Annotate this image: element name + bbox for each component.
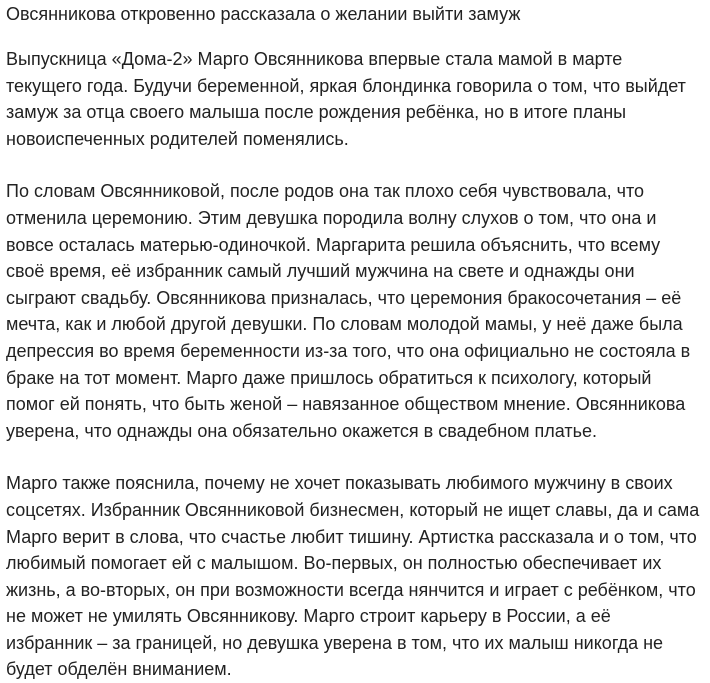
paragraph-line: будет обделён вниманием.: [6, 659, 232, 680]
paragraph-line: По словам Овсянниковой, после родов она так плохо себя чувствовала, что: [6, 181, 645, 202]
paragraph-line: соцсетях. Избранник Овсянниковой бизнесмен, который не ищет славы, да и сама: [6, 499, 700, 520]
paragraph-line: Выпускница «Дома-2» Марго Овсянникова впервые стала мамой в марте: [6, 49, 623, 69]
article-paragraph-2: [6, 178, 706, 444]
paragraph-line: мечта, как и любой другой девушки. По словам молодой мамы, у неё даже была: [6, 314, 683, 335]
paragraph-line: браке на тот момент. Марго даже пришлось обратиться к психологу, который: [6, 367, 652, 388]
paragraph-line: сыграют свадьбу. Овсянникова призналась, что церемония бракосочетания – её: [6, 287, 682, 308]
paragraph-line: текущего года. Будучи беременной, яркая блондинка говорила о том, что выйдет: [6, 75, 686, 96]
paragraph-line: своё время, её избранник самый лучший мужчина на свете и однажды они: [6, 261, 635, 282]
paragraph-line: любимый помогает ей с малышом. Во-первых, он полностью обеспечивает их: [6, 553, 662, 574]
paragraph-line: избранник – за границей, но девушка уверена в том, что их малыш никогда не: [6, 632, 664, 653]
paragraph-line: помог ей понять, что быть женой – навязанное обществом мнение. Овсянникова: [6, 394, 686, 415]
paragraph-line: не может не умилять Овсянникову. Марго строит карьеру в России, а её: [6, 606, 611, 627]
paragraph-line: Марго верит в слова, что счастье любит тишину. Артистка рассказала и о том, что: [6, 526, 697, 547]
paragraph-line: Марго также пояснила, почему не хочет показывать любимого мужчину в своих: [6, 473, 673, 494]
paragraph-line: замуж за отца своего малыша после рождения ребёнка, но в итоге планы: [6, 102, 627, 123]
article-paragraph-3: [6, 470, 706, 683]
article: [6, 0, 706, 683]
paragraph-line: отменила церемонию. Этим девушка породила волну слухов о том, что она и: [6, 207, 657, 228]
paragraph-line: новоиспеченных родителей поменялись.: [6, 128, 349, 149]
paragraph-line: депрессия во время беременности из-за того, что она официально не состояла в: [6, 340, 691, 361]
paragraph-line: вовсе осталась матерью-одиночкой. Маргарита решила объяснить, что всему: [6, 234, 661, 255]
paragraph-line: жизнь, а во-вторых, он при возможности всегда нянчится и играет с ребёнком, что: [6, 579, 696, 600]
article-paragraph-1: [6, 46, 706, 152]
paragraph-line: уверена, что однажды она обязательно окажется в свадебном платье.: [6, 420, 598, 441]
article-title: Овсянникова откровенно рассказала о желании выйти замуж: [6, 4, 521, 24]
